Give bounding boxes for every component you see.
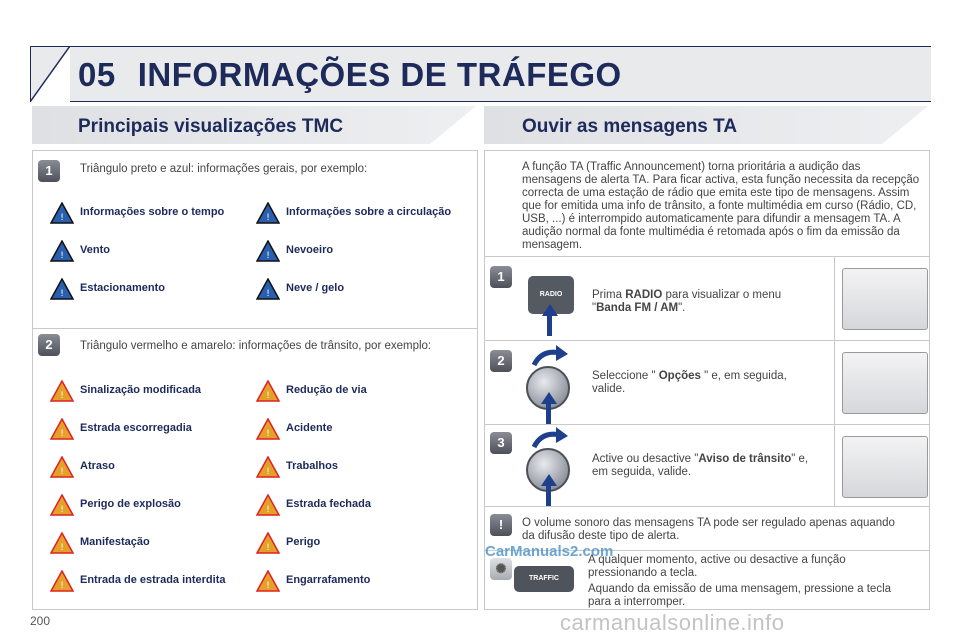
tmc-item-label: Informações sobre o tempo <box>80 206 225 218</box>
svg-text:!: ! <box>266 581 270 591</box>
ta-volume-note: O volume sonoro das mensagens TA pode ser regulado apenas aquando da difusão deste tipo de alerta. <box>522 517 895 542</box>
warning-triangle-icon <box>50 456 74 478</box>
svg-text:!: ! <box>266 289 270 299</box>
press-arrow-icon <box>547 314 552 336</box>
tmc-item-label: Estacionamento <box>80 282 165 294</box>
svg-text:!: ! <box>60 581 64 591</box>
tmc-item-label: Engarrafamento <box>286 574 371 586</box>
warning-badge: ! <box>490 514 512 536</box>
svg-text:!: ! <box>60 289 64 299</box>
chapter-corner-icon <box>30 46 70 102</box>
svg-text:!: ! <box>266 429 270 439</box>
chapter-title <box>78 56 644 94</box>
press-arrow-icon <box>541 392 557 404</box>
left-section-title: Principais visualizações TMC <box>78 116 344 137</box>
warning-triangle-icon <box>50 570 74 592</box>
warning-triangle-icon <box>256 532 280 554</box>
page-number: 200 <box>30 614 51 628</box>
step3-text: Active ou desactive "Aviso de trânsito" e, em seguida, valide. <box>592 453 809 478</box>
warning-triangle-icon <box>256 570 280 592</box>
step-badge: 1 <box>38 160 60 182</box>
tmc-item-label: Perigo <box>286 536 321 548</box>
step1-text: Prima RADIO para visualizar o menu "Banda FM / AM". <box>592 289 782 314</box>
svg-text:!: ! <box>60 391 64 401</box>
tmc-item-label: Estrada escorregadia <box>80 422 192 434</box>
svg-text:!: ! <box>266 467 270 477</box>
tmc-item-label: Acidente <box>286 422 333 434</box>
section2-intro: Triângulo vermelho e amarelo: informações de trânsito, por exemplo: <box>80 340 432 352</box>
radio-panel-image <box>842 268 928 330</box>
warning-triangle-icon <box>50 418 74 440</box>
footer-watermark: carmanualsonline.info <box>560 610 785 635</box>
svg-text:!: ! <box>266 391 270 401</box>
rotate-arrow-icon <box>532 427 568 449</box>
svg-text:!: ! <box>60 251 64 261</box>
divider <box>485 424 929 425</box>
warning-triangle-icon <box>50 278 74 300</box>
tmc-item-label: Entrada de estrada interdita <box>80 574 226 586</box>
svg-text:!: ! <box>60 213 64 223</box>
warning-triangle-icon <box>256 380 280 402</box>
press-arrow-icon <box>541 474 557 486</box>
tmc-item-label: Nevoeiro <box>286 244 334 256</box>
traffic-button[interactable]: TRAFFIC <box>514 566 574 592</box>
svg-text:!: ! <box>60 505 64 515</box>
press-arrow-icon <box>542 304 558 316</box>
radio-panel-image <box>842 352 928 414</box>
tmc-item-label: Estrada fechada <box>286 498 371 510</box>
svg-text:!: ! <box>60 429 64 439</box>
right-section-title: Ouvir as mensagens TA <box>522 116 738 137</box>
svg-text:!: ! <box>266 505 270 515</box>
traffic-text-1: A qualquer momento, active ou desactive a função pressionando a tecla. <box>588 554 846 579</box>
warning-triangle-icon <box>256 278 280 300</box>
divider <box>485 340 929 341</box>
chapter-number: 05 <box>78 56 116 93</box>
traffic-text-2: Aquando da emissão de uma mensagem, pressione a tecla para a interromper. <box>588 583 892 608</box>
step-badge: 3 <box>490 432 512 454</box>
watermark: CarManuals2.com <box>485 543 614 560</box>
warning-triangle-icon <box>50 494 74 516</box>
warning-triangle-icon <box>256 418 280 440</box>
warning-triangle-icon <box>256 456 280 478</box>
warning-triangle-icon <box>256 494 280 516</box>
header-slant-icon <box>430 106 476 144</box>
radio-panel-image <box>842 436 928 498</box>
warning-triangle-icon <box>50 532 74 554</box>
warning-triangle-icon <box>256 240 280 262</box>
svg-text:!: ! <box>266 543 270 553</box>
tmc-item-label: Neve / gelo <box>286 282 345 294</box>
info-sun-icon: ✺ <box>490 558 512 580</box>
svg-text:!: ! <box>60 543 64 553</box>
divider <box>485 256 929 257</box>
tmc-item-label: Atraso <box>80 460 115 472</box>
step-badge: 1 <box>490 266 512 288</box>
tmc-item-label: Manifestação <box>80 536 150 548</box>
ta-intro: A função TA (Traffic Announcement) torna prioritária a audição das mensagens de alerta TA. Para ficar activa, esta função necessita da recepção correcta de uma estação de rádio que emita este tipo de mensagens. Assim que for emitida uma info de trânsito, a fonte multimédia em curso (Rádio, CD, USB, ...) é interrompido automaticamente para difundir a mensagem TA. A audição normal da fonte multimédia é retomada após o fim da emissão da mensagem. <box>522 161 920 251</box>
warning-triangle-icon <box>50 380 74 402</box>
step2-text: Seleccione " Opções " e, em seguida, valide. <box>592 370 787 395</box>
tmc-item-label: Perigo de explosão <box>80 498 181 510</box>
warning-triangle-icon <box>50 240 74 262</box>
press-arrow-icon <box>546 484 551 506</box>
svg-text:!: ! <box>266 251 270 261</box>
tmc-item-label: Trabalhos <box>286 460 338 472</box>
svg-text:!: ! <box>266 213 270 223</box>
radio-button[interactable]: RADIO <box>528 276 574 314</box>
tmc-item-label: Vento <box>80 244 110 256</box>
warning-triangle-icon <box>256 202 280 224</box>
chapter-title-text: INFORMAÇÕES DE TRÁFEGO <box>137 56 622 93</box>
press-arrow-icon <box>546 402 551 424</box>
tmc-item-label: Sinalização modificada <box>80 384 202 396</box>
step-badge: 2 <box>490 350 512 372</box>
warning-triangle-icon <box>50 202 74 224</box>
divider <box>33 328 477 329</box>
rotate-arrow-icon <box>532 345 568 367</box>
svg-text:!: ! <box>60 467 64 477</box>
divider <box>834 257 835 506</box>
section1-intro: Triângulo preto e azul: informações gerais, por exemplo: <box>80 163 368 175</box>
tmc-item-label: Redução de via <box>286 384 367 396</box>
tmc-item-label: Informações sobre a circulação <box>286 206 452 218</box>
step-badge: 2 <box>38 334 60 356</box>
header-slant-icon <box>882 106 928 144</box>
divider <box>485 506 929 507</box>
